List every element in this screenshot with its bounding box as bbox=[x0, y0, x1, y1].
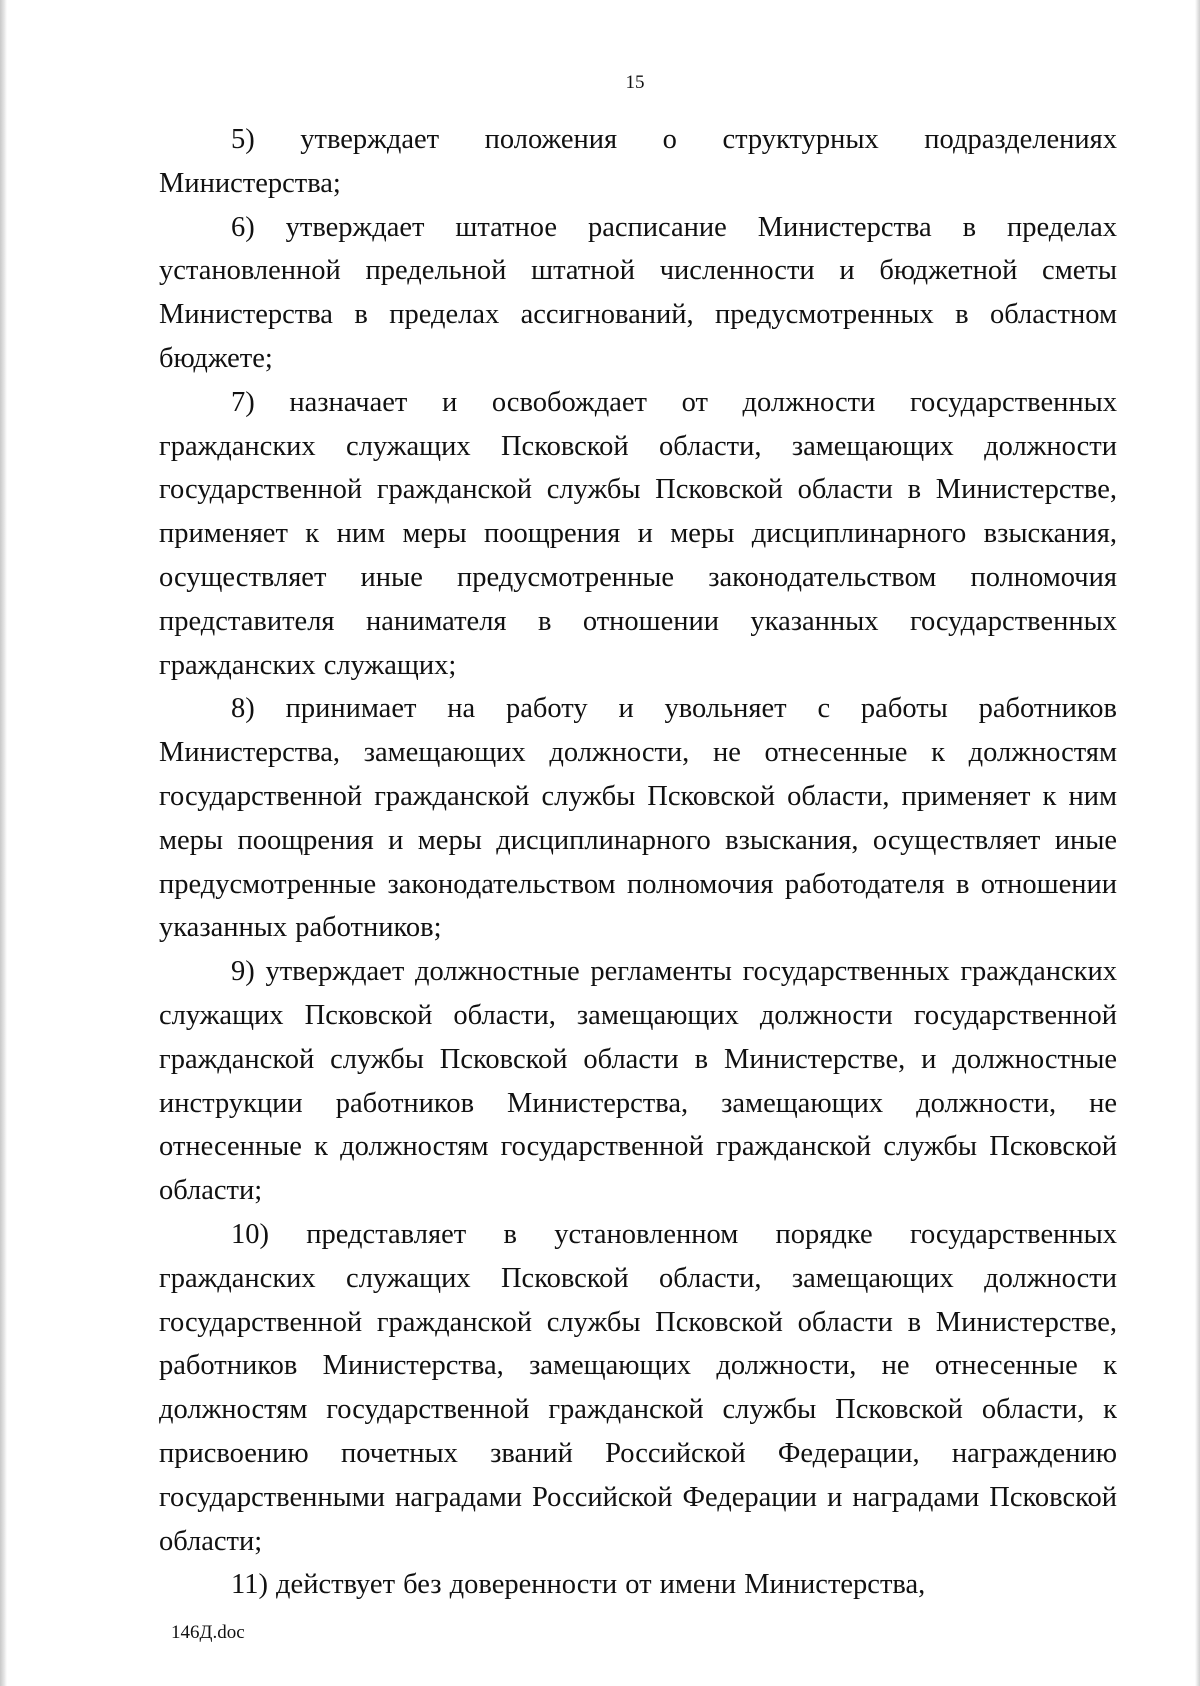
scan-right-edge bbox=[1195, 0, 1200, 1686]
paragraph-item-10: 10) представляет в установленном порядке государственных гражданских служащих Псковской области, замещающих должности государственной гражданской службы Псковской области в Министерстве, работников Министерства, замещающих должности, не отнесенные к должностям государственной гражданской службы Псковской области, к присвоению почетных званий Российской Федерации, награждению государственными наградами Российской Федерации и наградами Псковской области; bbox=[159, 1218, 1117, 1557]
scan-left-edge bbox=[0, 0, 7, 1686]
paragraph-item-9: 9) утверждает должностные регламенты государственных гражданских служащих Псковской области, замещающих должности государственной гражданской службы Псковской области в Министерстве, и должностные инструкции работников Министерства, замещающих должности, не отнесенные к должностям государственной гражданской службы Псковской области; bbox=[159, 956, 1117, 1207]
footer-file-name: 146Д.doc bbox=[171, 1622, 245, 1643]
paragraph-item-8: 8) принимает на работу и увольняет с работы работников Министерства, замещающих должности, не отнесенные к должностям государственной гражданской службы Псковской области, применяет к ним меры поощрения и меры дисциплинарного взыскания, осуществляет иные предусмотренные законодательством полномочия работодателя в отношении указанных работников; bbox=[159, 693, 1117, 944]
page-number: 15 bbox=[625, 72, 645, 93]
paragraph-item-5: 5) утверждает положения о структурных подразделениях Министерства; bbox=[159, 124, 1117, 199]
document-body bbox=[159, 118, 1117, 1607]
paragraph-item-11: 11) действует без доверенности от имени Министерства, bbox=[231, 1569, 926, 1601]
paragraph-item-7: 7) назначает и освобождает от должности государственных гражданских служащих Псковской области, замещающих должности государственной гражданской службы Псковской области в Министерстве, применяет к ним меры поощрения и меры дисциплинарного взыскания, осуществляет иные предусмотренные законодательством полномочия представителя нанимателя в отношении указанных государственных гражданских служащих; bbox=[159, 386, 1117, 681]
paragraph-item-6: 6) утверждает штатное расписание Министерства в пределах установленной предельной штатной численности и бюджетной сметы Министерства в пределах ассигнований, предусмотренных в областном бюджете; bbox=[159, 211, 1117, 374]
